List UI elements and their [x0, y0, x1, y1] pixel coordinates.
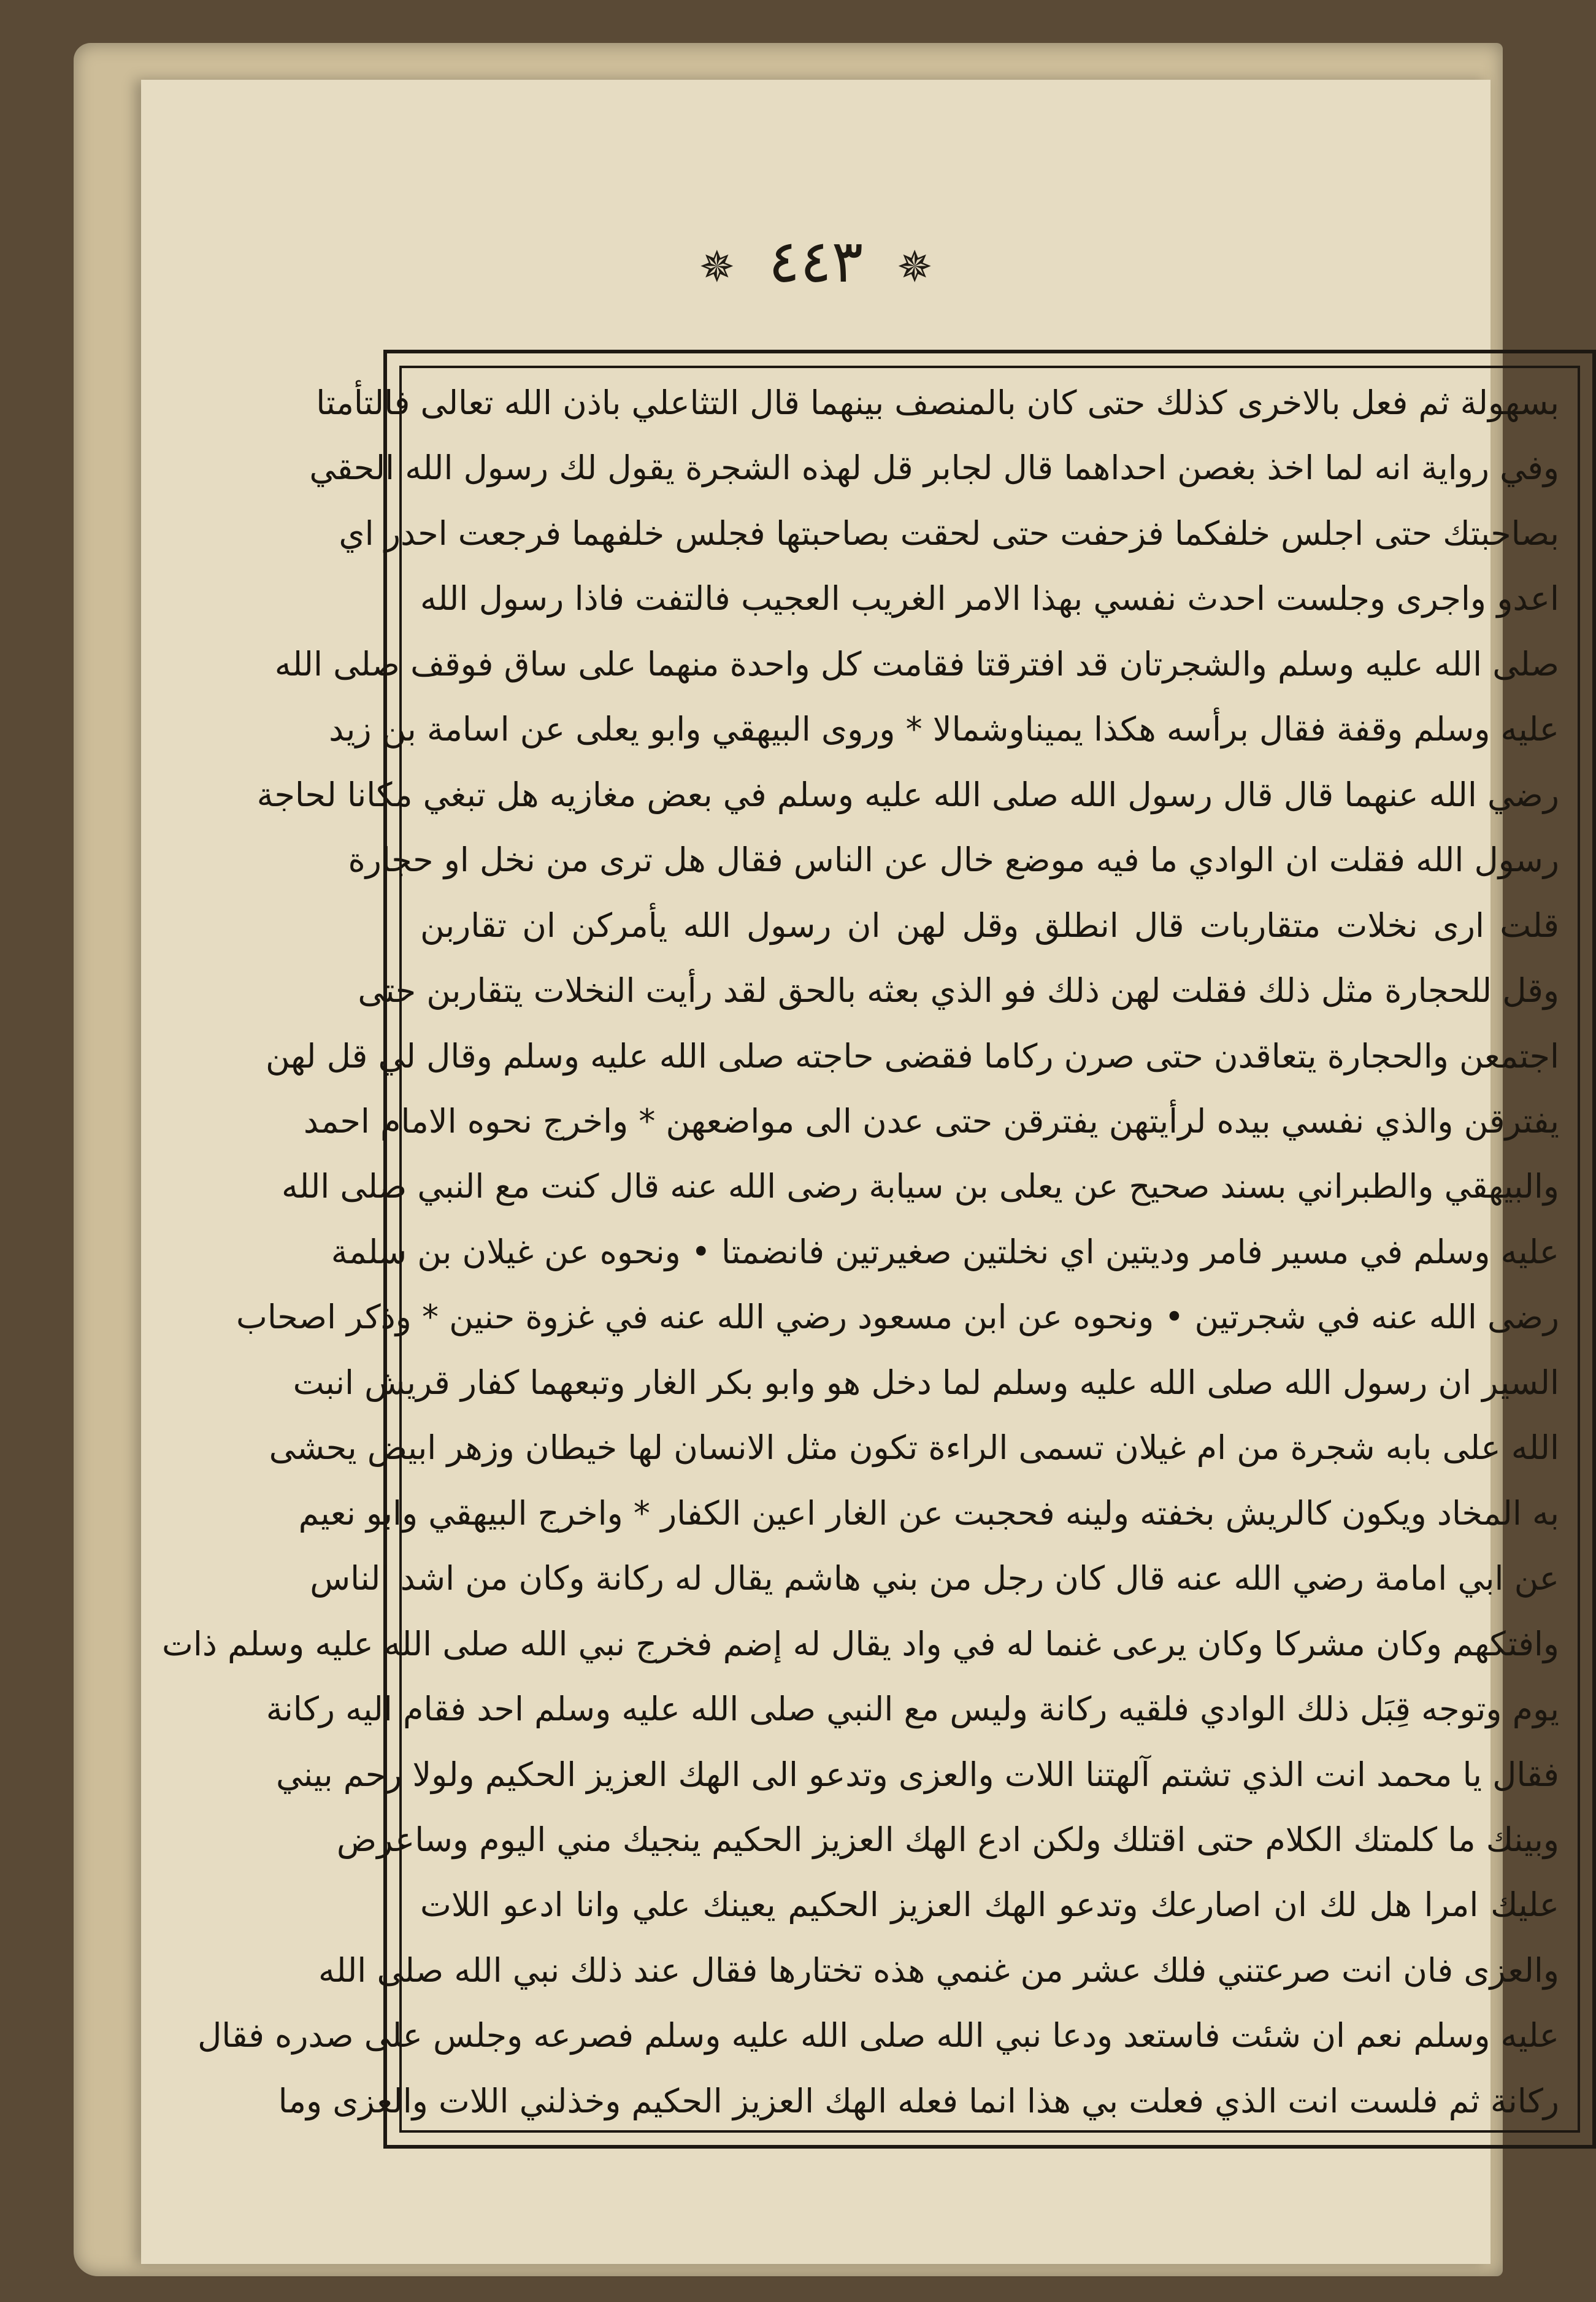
text-line: بصاحبتك حتى اجلس خلفكما فزحفت حتى لحقت بصاحبتها فجلس خلفهما فرجعت احدر اي — [339, 514, 1559, 553]
text-line: قلت ارى نخلات متقاربات قال انطلق وقل لهن ان رسول الله يأمركن ان تقاربن — [420, 906, 1559, 945]
text-line: رضي الله عنهما قال قال رسول الله صلى الله عليه وسلم في بعض مغازيه هل تبغي مكانا لحاجة — [256, 775, 1559, 814]
text-line: صلى الله عليه وسلم والشجرتان قد افترقتا فقامت كل واحدة منهما على ساق فوقف صلى الله — [274, 644, 1559, 683]
book-page — [141, 80, 1559, 2264]
page-number-header — [141, 227, 1490, 296]
text-line: يوم وتوجه قِبَل ذلك الوادي فلقيه ركانة وليس مع النبي صلى الله عليه وسلم احد فقام اليه ركانة — [266, 1690, 1559, 1729]
text-line: الله على بابه شجرة من ام غيلان تسمى الراءة تكون مثل الانسان لها خيطان وزهر ابيض يحشى — [269, 1428, 1559, 1468]
text-frame-inner — [162, 366, 1580, 2133]
ornament-right-icon: ✵ — [896, 242, 933, 292]
text-line: وبينك ما كلمتك الكلام حتى اقتلك ولكن ادع الهك العزيز الحكيم ينجيك مني اليوم وساعرض — [336, 1820, 1559, 1859]
text-line: يفترقن والذي نفسي بيده لرأيتهن يفترقن حتى عدن الى مواضعهن * واخرج نحوه الامام احمد — [303, 1101, 1559, 1141]
text-line: والبيهقي والطبراني بسند صحيح عن يعلى بن سيابة رضى الله عنه قال كنت مع النبي صلى الله — [281, 1167, 1559, 1206]
text-line: عليه وسلم نعم ان شئت فاستعد ودعا نبي الله صلى الله عليه وسلم فصرعه وجلس على صدره فقال — [198, 2016, 1559, 2055]
text-line: به المخاد ويكون كالريش بخفته ولينه فحجبت عن الغار اعين الكفار * واخرج البيهقي وابو نعيم — [298, 1493, 1559, 1533]
text-frame-outer — [162, 350, 1596, 2149]
text-line: السير ان رسول الله صلى الله عليه وسلم لما دخل هو وابو بكر الغار وتبعهما كفار قريش انبت — [293, 1363, 1559, 1402]
text-line: فقال يا محمد انت الذي تشتم آلهتنا اللات والعزى وتدعو الى الهك العزيز الحكيم ولولا رحم بيني — [275, 1755, 1559, 1794]
text-line: والعزى فان انت صرعتني فلك عشر من غنمي هذه تختارها فقال عند ذلك نبي الله صلى الله — [318, 1950, 1559, 1990]
page-number: ٤٤٣ — [768, 227, 864, 296]
text-line: بسهولة ثم فعل بالاخرى كذلك حتى كان بالمنصف بينهما قال التثاعلي باذن الله تعالى فالتأمتا — [316, 383, 1559, 422]
text-line: ركانة ثم فلست انت الذي فعلت بي هذا انما فعله الهك العزيز الحكيم وخذلني اللات والعزى وما — [278, 2081, 1559, 2120]
text-block — [162, 383, 1559, 2120]
text-line: عليه وسلم وقفة فقال برأسه هكذا يميناوشمالا * وروى البيهقي وابو يعلى عن اسامة بن زيد — [329, 710, 1559, 749]
text-line: اعدو واجرى وجلست احدث نفسي بهذا الامر الغريب العجيب فالتفت فاذا رسول الله — [420, 579, 1559, 618]
text-line: اجتمعن والحجارة يتعاقدن حتى صرن ركاما فقضى حاجته صلى الله عليه وسلم وقال لي قل لهن — [266, 1036, 1559, 1076]
text-line: رضى الله عنه في شجرتين • ونحوه عن ابن مسعود رضي الله عنه في غزوة حنين * وذكر اصحاب — [236, 1298, 1559, 1337]
text-line: وفي رواية انه لما اخذ بغصن احداهما قال لجابر قل لهذه الشجرة يقول لك رسول الله الحقي — [309, 448, 1559, 488]
text-line: عليك امرا هل لك ان اصارعك وتدعو الهك العزيز الحكيم يعينك علي وانا ادعو اللات — [420, 1885, 1559, 1925]
text-line: وقل للحجارة مثل ذلك فقلت لهن ذلك فو الذي بعثه بالحق لقد رأيت النخلات يتقاربن حتى — [358, 971, 1559, 1010]
text-line: عن ابي امامة رضي الله عنه قال كان رجل من بني هاشم يقال له ركانة وكان من اشد الناس — [310, 1559, 1559, 1598]
ornament-left-icon: ✵ — [699, 242, 735, 292]
text-line: عليه وسلم في مسير فامر وديتين اي نخلتين صغيرتين فانضمتا • ونحوه عن غيلان بن سلمة — [331, 1232, 1559, 1271]
text-line: وافتكهم وكان مشركا وكان يرعى غنما له في واد يقال له إضم فخرج نبي الله صلى الله عليه وسلم ذات — [162, 1624, 1559, 1663]
text-line: رسول الله فقلت ان الوادي ما فيه موضع خال عن الناس فقال هل ترى من نخل او حجارة — [348, 841, 1559, 880]
